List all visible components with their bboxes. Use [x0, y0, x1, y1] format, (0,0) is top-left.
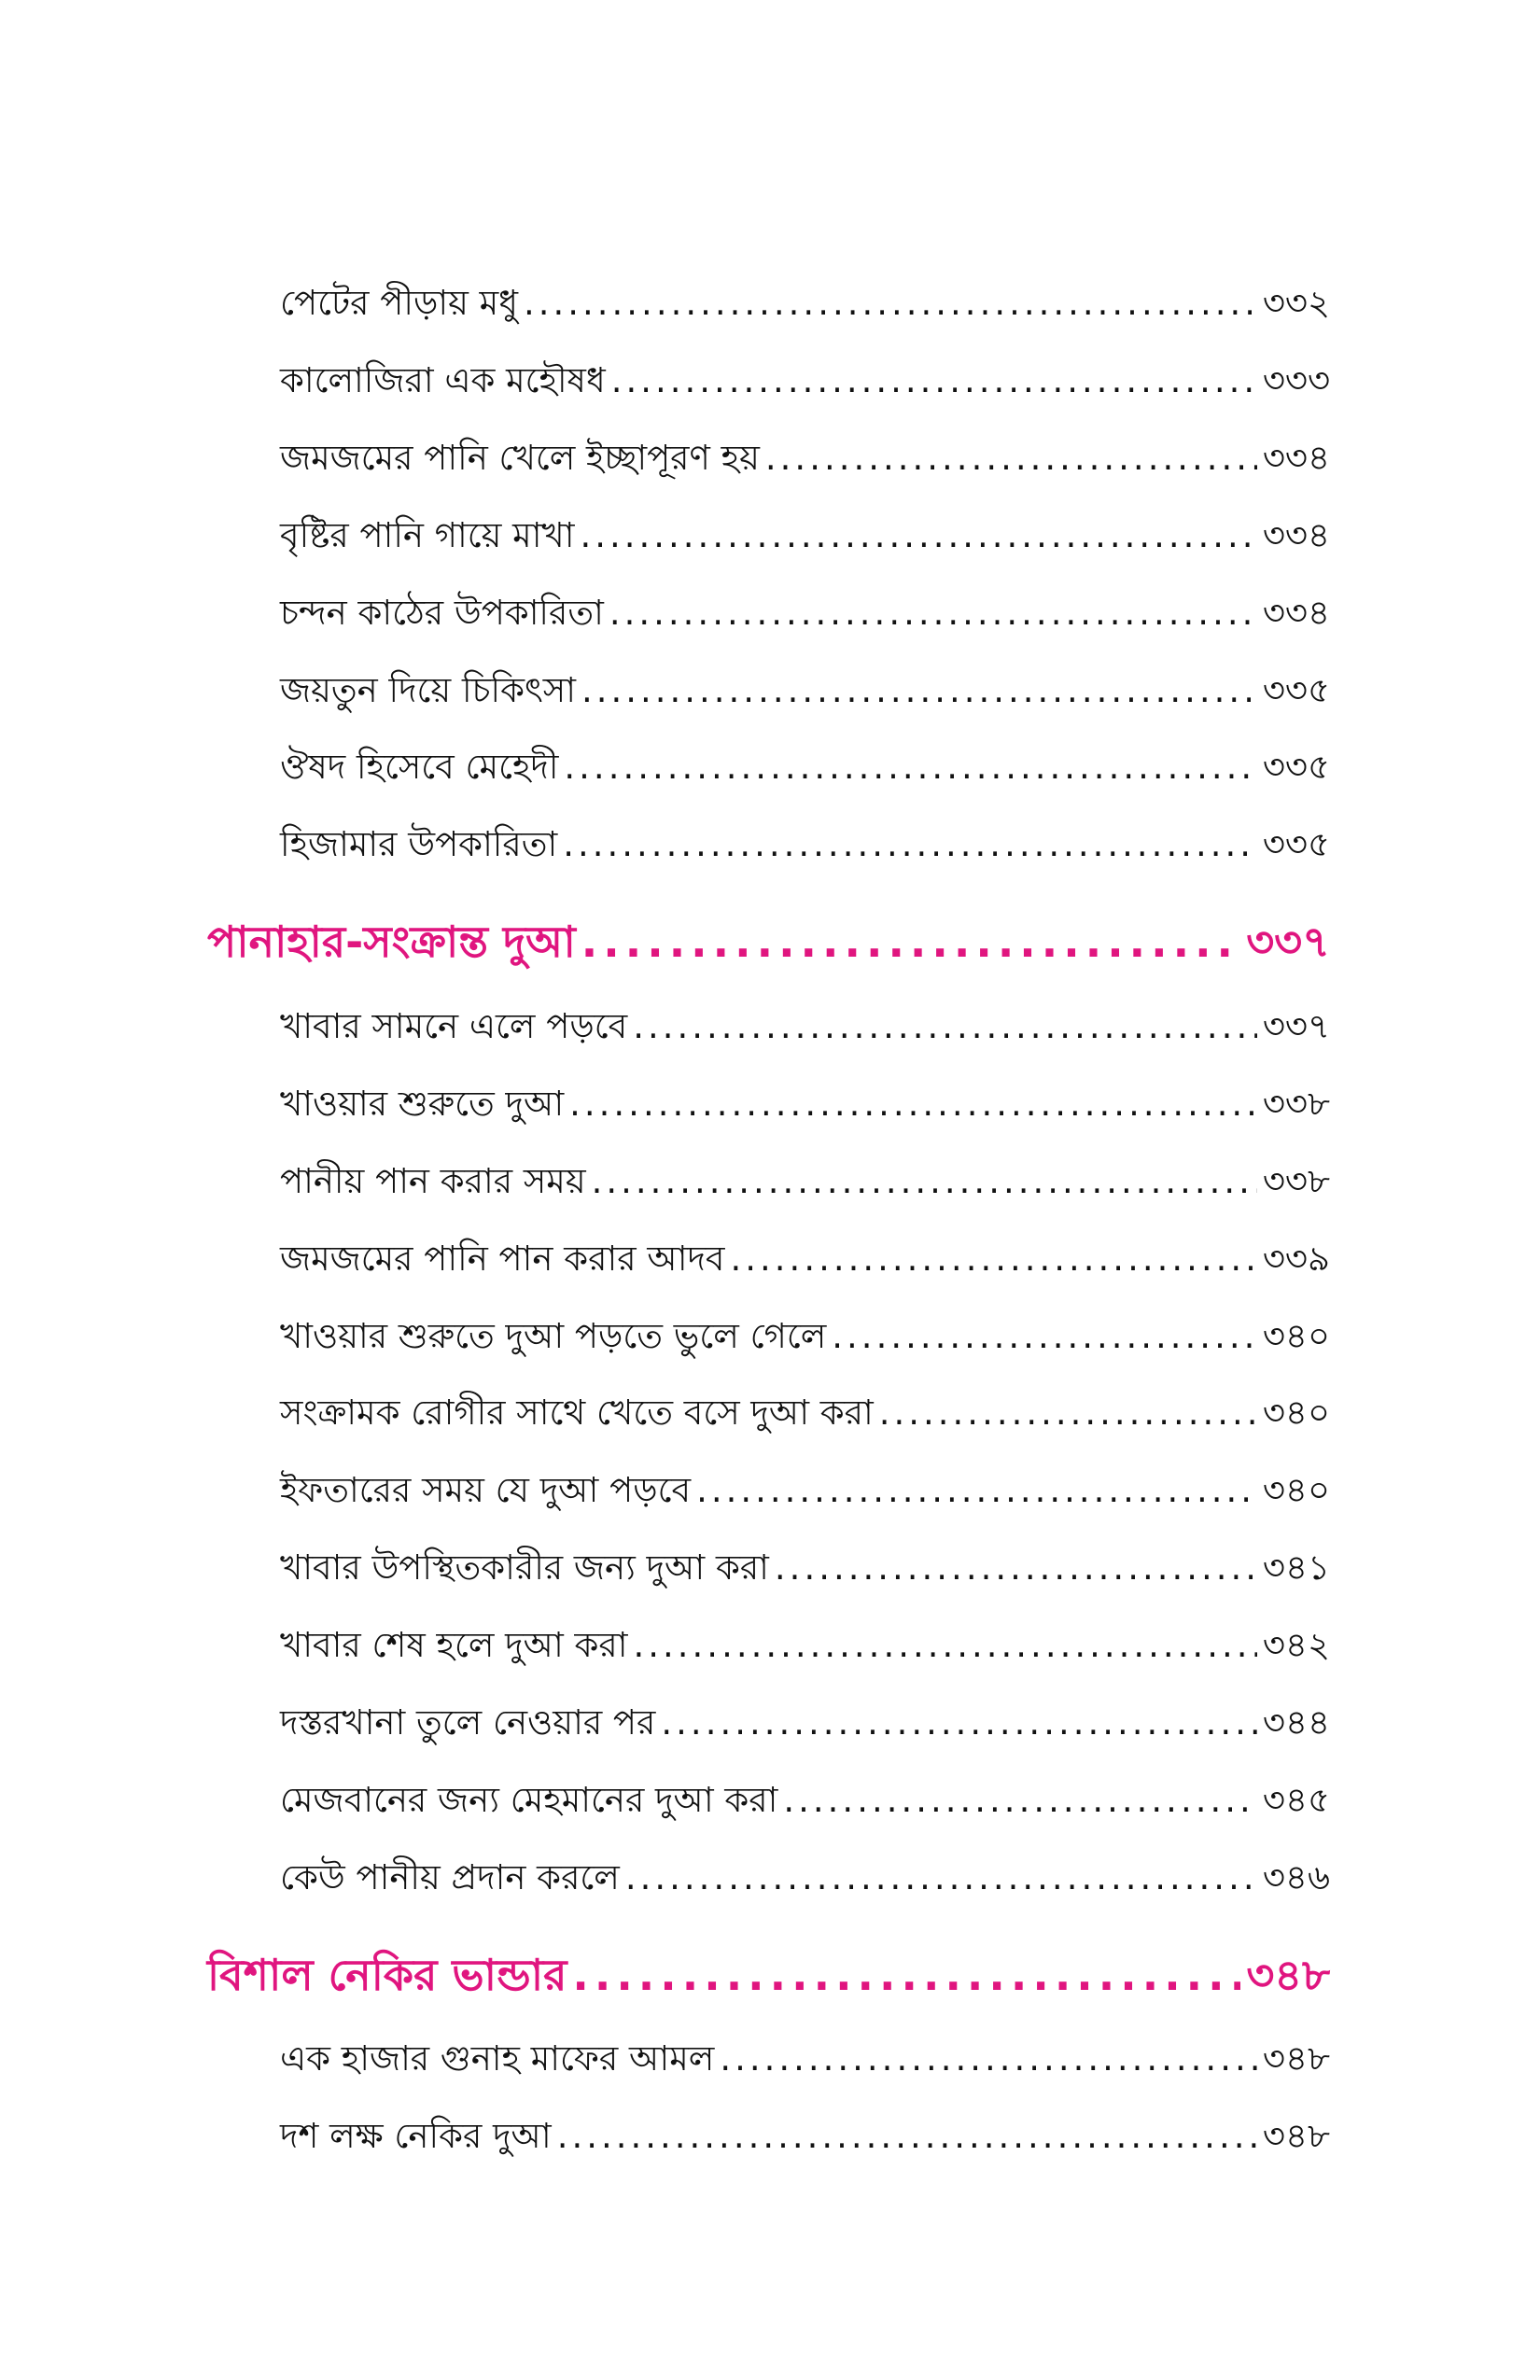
- dot-leader: [879, 1393, 1257, 1433]
- toc-entry: [280, 1617, 1330, 1683]
- entry-title: কেউ পানীয় প্রদান করলে: [280, 1857, 620, 1897]
- chapter-page-number: ৩৩৭: [1246, 917, 1330, 967]
- entry-title: মেজবানের জন্য মেহমানের দুআ করা: [280, 1780, 778, 1820]
- toc-entry: [280, 1463, 1330, 1528]
- dot-leader: [720, 2038, 1257, 2079]
- dot-leader: [609, 593, 1257, 633]
- entry-title: খাওয়ার শুরুতে দুআ পড়তে ভুলে গেলে: [280, 1316, 827, 1356]
- entry-page-number: ৩৩৮: [1262, 1161, 1330, 1201]
- entry-page-number: ৩৩২: [1262, 283, 1330, 323]
- toc-entry: [280, 353, 1330, 418]
- toc-entry: [280, 663, 1330, 728]
- entry-title: জয়তুন দিয়ে চিকিৎসা: [280, 670, 576, 710]
- dot-leader: [611, 360, 1257, 400]
- entry-page-number: ৩৩৫: [1262, 747, 1330, 787]
- entry-page-number: ৩৪০: [1262, 1393, 1330, 1433]
- entry-page-number: ৩৪৬: [1262, 1857, 1330, 1897]
- dot-leader: [580, 515, 1256, 555]
- entry-title: সংক্রামক রোগীর সাথে খেতে বসে দুআ করা: [280, 1393, 874, 1433]
- toc-chapter-heading: [207, 1943, 1330, 2016]
- entry-title: দস্তরখানা তুলে নেওয়ার পর: [280, 1702, 656, 1743]
- entry-title: জমজমের পানি পান করার আদব: [280, 1239, 725, 1279]
- toc-entry: [280, 1154, 1330, 1219]
- entry-title: খাওয়ার শুরুতে দুআ: [280, 1084, 565, 1124]
- toc-entry: [280, 585, 1330, 651]
- dot-leader: [569, 1084, 1257, 1124]
- dot-leader: [564, 747, 1256, 787]
- entry-page-number: ৩৪০: [1262, 1470, 1330, 1510]
- entry-page-number: ৩৩৭: [1262, 1006, 1330, 1046]
- toc-entry: [280, 1540, 1330, 1605]
- entry-page-number: ৩৪২: [1262, 1625, 1330, 1665]
- entry-title: খাবার সামনে এলে পড়বে: [280, 1006, 628, 1046]
- entry-title: পেটের পীড়ায় মধু: [280, 283, 518, 323]
- toc-entry: [280, 1850, 1330, 1915]
- entry-page-number: ৩৩৫: [1262, 824, 1330, 864]
- dot-leader: [765, 438, 1257, 478]
- dot-leader: [581, 917, 1240, 967]
- dot-leader: [634, 1625, 1257, 1665]
- entry-title: পানীয় পান করার সময়: [280, 1161, 586, 1201]
- dot-leader: [832, 1316, 1257, 1356]
- toc-entry: [280, 1385, 1330, 1450]
- toc-entry: [280, 1309, 1330, 1374]
- dot-leader: [696, 1470, 1257, 1510]
- dot-leader: [581, 670, 1257, 710]
- toc-entry: [280, 999, 1330, 1064]
- dot-leader: [592, 1161, 1257, 1201]
- dot-leader: [572, 1950, 1240, 2000]
- entry-title: হিজামার উপকারিতা: [280, 824, 558, 864]
- dot-leader: [783, 1780, 1257, 1820]
- entry-title: বৃষ্টির পানি গায়ে মাখা: [280, 515, 575, 555]
- entry-title: চন্দন কাঠের উপকারিতা: [280, 593, 604, 633]
- dot-leader: [661, 1702, 1257, 1743]
- dot-leader: [563, 824, 1257, 864]
- entry-page-number: ৩৪০: [1262, 1316, 1330, 1356]
- entry-title: ইফতারের সময় যে দুআ পড়বে: [280, 1470, 692, 1510]
- entry-page-number: ৩৩৪: [1262, 593, 1330, 633]
- toc-entry: [280, 508, 1330, 573]
- dot-leader: [633, 1006, 1257, 1046]
- entry-title: জমজমের পানি খেলে ইচ্ছাপূরণ হয়: [280, 438, 760, 478]
- toc-entry: [280, 1231, 1330, 1296]
- chapter-page-number: ৩৪৮: [1246, 1950, 1330, 2000]
- toc-entry: [280, 739, 1330, 805]
- toc-entry: [280, 2031, 1330, 2096]
- entry-page-number: ৩৩৮: [1262, 1084, 1330, 1124]
- toc-entry: [280, 275, 1330, 341]
- dot-leader: [557, 2116, 1257, 2156]
- toc-entry: [280, 430, 1330, 496]
- entry-title: ঔষদ হিসেবে মেহেদী: [280, 747, 559, 787]
- entry-title: কালোজিরা এক মহৌষধ: [280, 360, 606, 400]
- toc-chapter-heading: [207, 910, 1330, 983]
- entry-page-number: ৩৪৮: [1262, 2038, 1330, 2079]
- dot-leader: [731, 1239, 1257, 1279]
- dot-leader: [625, 1857, 1257, 1897]
- dot-leader: [524, 283, 1257, 323]
- entry-title: খাবার উপস্থিতকারীর জন্য দুআ করা: [280, 1547, 769, 1588]
- entry-page-number: ৩৩৪: [1262, 515, 1330, 555]
- toc-entry: [280, 2108, 1330, 2174]
- chapter-title: বিশাল নেকির ভান্ডার: [207, 1950, 567, 2000]
- dot-leader: [775, 1547, 1257, 1588]
- entry-page-number: ৩৪৮: [1262, 2116, 1330, 2156]
- entry-page-number: ৩৩৯: [1262, 1239, 1330, 1279]
- toc-entry: [280, 1695, 1330, 1760]
- entry-title: খাবার শেষ হলে দুআ করা: [280, 1625, 628, 1665]
- toc-entry: [280, 1076, 1330, 1141]
- entry-title: এক হাজার গুনাহ মাফের আমল: [280, 2038, 715, 2079]
- toc-entry: [280, 1772, 1330, 1838]
- entry-page-number: ৩৩৫: [1262, 670, 1330, 710]
- entry-page-number: ৩৪৪: [1262, 1702, 1330, 1743]
- toc-entry: [280, 817, 1330, 882]
- chapter-title: পানাহার-সংক্রান্ত দুআ: [207, 917, 576, 967]
- entry-page-number: ৩৩৩: [1262, 360, 1330, 400]
- entry-page-number: ৩৪১: [1262, 1547, 1330, 1588]
- entry-page-number: ৩৪৫: [1262, 1780, 1330, 1820]
- entry-title: দশ লক্ষ নেকির দুআ: [280, 2116, 552, 2156]
- entry-page-number: ৩৩৪: [1262, 438, 1330, 478]
